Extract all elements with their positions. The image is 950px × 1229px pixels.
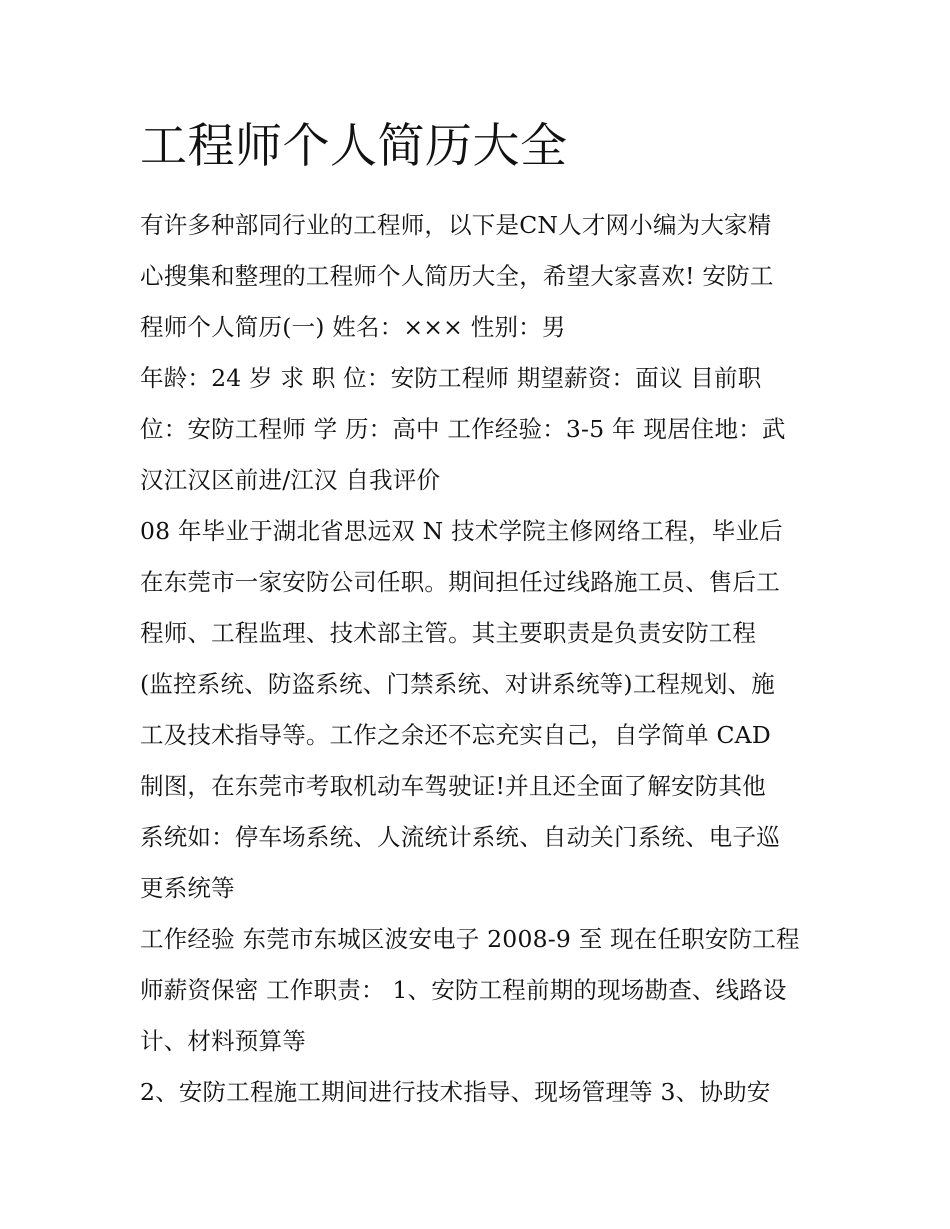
text-line: 在东莞市一家安防公司任职。期间担任过线路施工员、售后工: [140, 568, 780, 596]
text-line: 程师、工程监理、技术部主管。其主要职责是负责安防工程: [140, 619, 757, 647]
text-line: 汉江汉区前进/江汉 自我评价: [140, 466, 441, 494]
text-line: 制图，在东莞市考取机动车驾驶证!并且还全面了解安防其他: [140, 772, 766, 800]
document-title: 工程师个人简历大全: [140, 119, 568, 174]
text-line: 2、安防工程施工期间进行技术指导、现场管理等 3、协助安: [140, 1078, 771, 1106]
text-line: 程师个人简历(一) 姓名：××× 性别：男: [140, 313, 566, 341]
document-body: [140, 200, 830, 1118]
text-line: 工作经验 东莞市东城区波安电子 2008-9 至 现在任职安防工程: [140, 925, 800, 953]
text-line: 工及技术指导等。工作之余还不忘充实自己，自学简单 CAD: [140, 721, 771, 749]
text-line: 更系统等: [140, 874, 235, 902]
text-line: 年龄：24 岁 求 职 位：安防工程师 期望薪资：面议 目前职: [140, 364, 762, 392]
text-line: 08 年毕业于湖北省思远双 N 技术学院主修网络工程，毕业后: [140, 517, 783, 545]
text-line: 系统如：停车场系统、人流统计系统、自动关门系统、电子巡: [140, 823, 780, 851]
text-line: 有许多种部同行业的工程师，以下是CN人才网小编为大家精: [140, 211, 772, 239]
text-line: 位：安防工程师 学 历：高中 工作经验：3-5 年 现居住地：武: [140, 415, 786, 443]
text-line: 心搜集和整理的工程师个人简历大全，希望大家喜欢! 安防工: [140, 262, 774, 290]
text-line: 师薪资保密 工作职责： 1、安防工程前期的现场勘查、线路设: [140, 976, 787, 1004]
text-line: 计、材料预算等: [140, 1027, 306, 1055]
text-line: (监控系统、防盗系统、门禁系统、对讲系统等)工程规划、施: [140, 670, 775, 698]
